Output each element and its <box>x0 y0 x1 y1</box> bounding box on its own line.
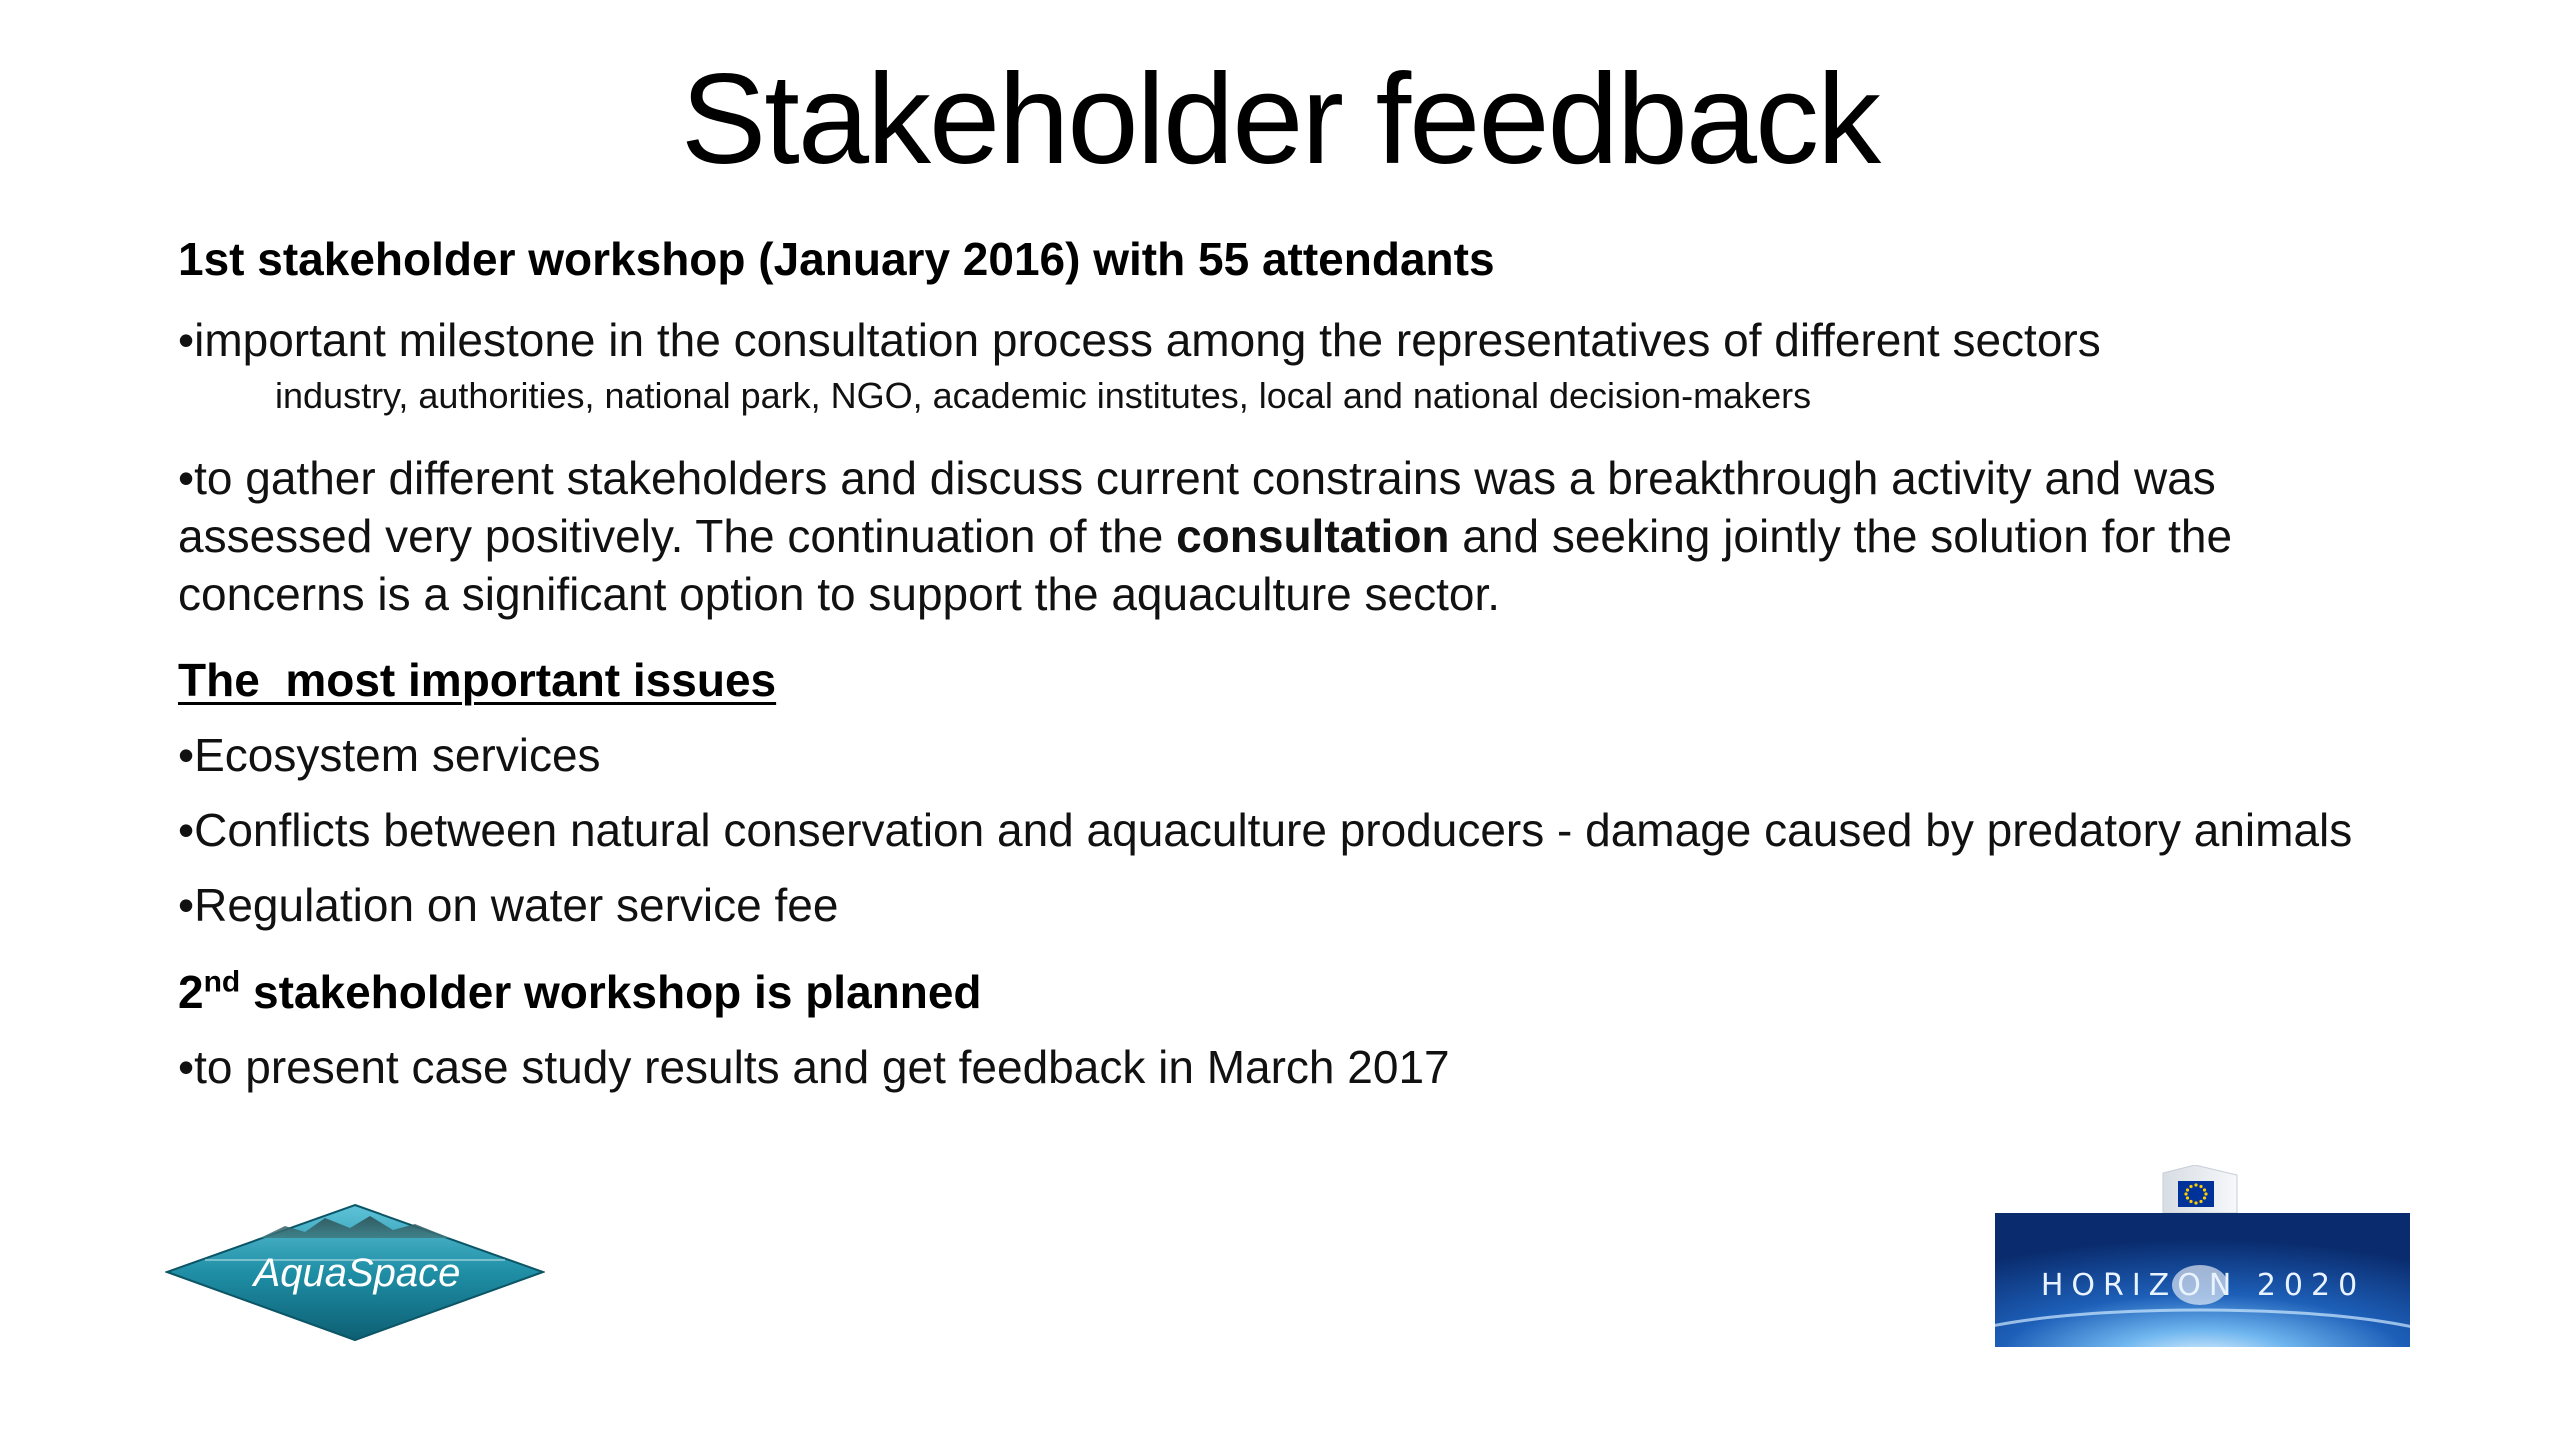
workshop2-heading <box>178 963 2408 1021</box>
consultation-emphasis: consultation <box>1176 510 1450 562</box>
workshop2-heading-text: stakeholder workshop is planned <box>240 966 982 1018</box>
aquaspace-logo <box>165 1200 545 1345</box>
slide-content <box>178 230 2408 1096</box>
issues-heading: The most important issues <box>178 654 777 706</box>
horizon-2020-logo <box>1995 1165 2410 1347</box>
issue-item-regulation: •Regulation on water service fee <box>178 879 839 931</box>
slide-title: Stakeholder feedback <box>680 48 1880 191</box>
workshop2-number: 2 <box>178 966 204 1018</box>
sectors-list: industry, authorities, national park, NGO, academic institutes, local and national decision-makers <box>275 375 1812 416</box>
aquaspace-logo-text: AquaSpace <box>253 1251 461 1295</box>
workshop1-heading: 1st stakeholder workshop (January 2016) with 55 attendants <box>178 233 1495 285</box>
workshop2-ordinal-suffix: nd <box>203 965 241 999</box>
issue-item-conflicts: •Conflicts between natural conservation and aquaculture producers - damage caused by predatory animals <box>178 804 2353 856</box>
horizon-2020-logo-graphic <box>1995 1165 2410 1347</box>
breakthrough-text-1: •to gather different stakeholders and discuss current constrains was a breakthrough activity and was assessed very positively. The continuation of the <box>178 452 2216 562</box>
milestone-bullet: •important milestone in the consultation process among the representatives of different sectors <box>178 314 2101 366</box>
aquaspace-logo-graphic <box>165 1200 545 1345</box>
issue-item-ecosystem: •Ecosystem services <box>178 729 601 781</box>
results-bullet: •to present case study results and get feedback in March 2017 <box>178 1041 1450 1093</box>
horizon-2020-text: HORIZON 2020 <box>2040 1268 2366 1303</box>
breakthrough-bullet <box>178 449 2408 623</box>
breakthrough-text-2: and seeking jointly the solution for the concerns is a significant option to support the aquaculture sector. <box>178 510 2233 620</box>
